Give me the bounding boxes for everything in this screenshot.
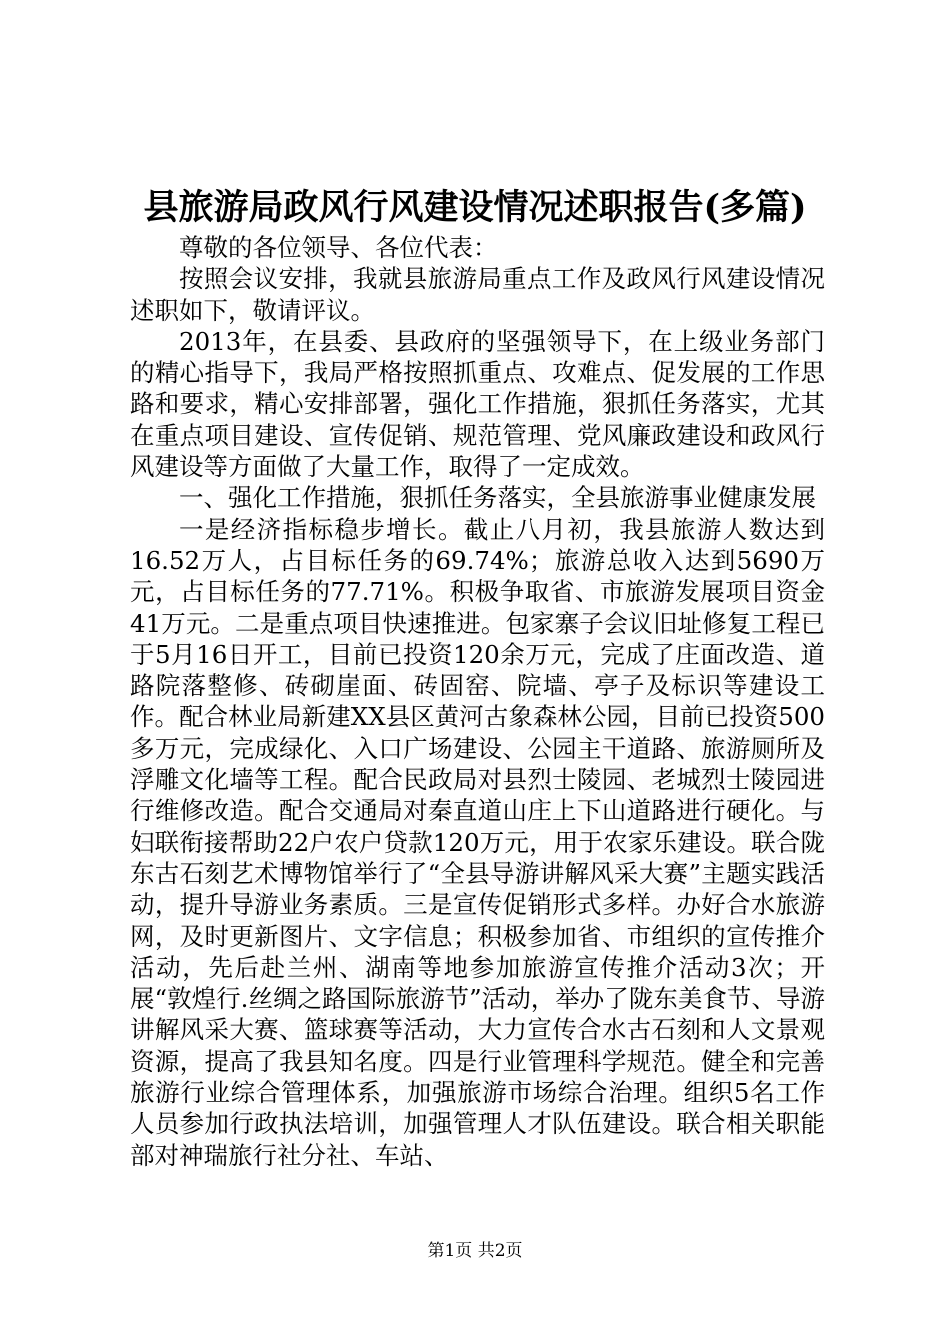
section-heading-1: 一、强化工作措施，狠抓任务落实，全县旅游事业健康发展 [179, 483, 816, 513]
page-number: 第1页 共2页 [427, 1241, 523, 1261]
overview-paragraph: 2013年，在县委、县政府的坚强领导下，在上级业务部门的精心指导下，我局严格按照抓重点、攻难点、促发展的工作思路和要求，精心安排部署，强化工作措施，狠抓任务落实，尤其在重点项目建设、宣传促销、规范管理、党风廉政建设和政风行风建设等方面做了大量工作，取得了一定成效。 [130, 326, 825, 482]
intro-paragraph: 按照会议安排，我就县旅游局重点工作及政风行风建设情况述职如下，敬请评议。 [130, 264, 825, 325]
document-title: 县旅游局政风行风建设情况述职报告(多篇) [143, 187, 807, 228]
page-footer [0, 1240, 950, 1262]
document-body [130, 232, 825, 1171]
salutation-paragraph: 尊敬的各位领导、各位代表： [179, 233, 498, 262]
section-1-paragraph: 一是经济指标稳步增长。截止八月初，我县旅游人数达到16.52万人，占目标任务的69.74%；旅游总收入达到5690万元，占目标任务的77.71%。积极争取省、市旅游发展项目资金41万元。二是重点项目快速推进。包家寨子会议旧址修复工程已于5月16日开工，目前已投资120余万元，完成了庄面改造、道路院落整修、砖砌崖面、砖固窑、院墙、亭子及标识等建设工作。配合林业局新建XX县区黄河古象森林公园，目前已投资500多万元，完成绿化、入口广场建设、公园主干道路、旅游厕所及浮雕文化墙等工程。配合民政局对县烈士陵园、老城烈士陵园进行维修改造。配合交通局对秦直道山庄上下山道路进行硬化。与妇联衔接帮助22户农户贷款120万元，用于农家乐建设。联合陇东古石刻艺术博物馆举行了“全县导游讲解风采大赛”主题实践活动，提升导游业务素质。三是宣传促销形式多样。办好合水旅游网，及时更新图片、文字信息；积极参加省、市组织的宣传推介活动，先后赴兰州、湖南等地参加旅游宣传推介活动3次；开展“敦煌行.丝绸之路国际旅游节”活动，举办了陇东美食节、导游讲解风采大赛、篮球赛等活动，大力宣传合水古石刻和人文景观资源，提高了我县知名度。四是行业管理科学规范。健全和完善旅游行业综合管理体系，加强旅游市场综合治理。组织5名工作人员参加行政执法培训，加强管理人才队伍建设。联合相关职能部对神瑞旅行社分社、车站、 [130, 514, 825, 1170]
